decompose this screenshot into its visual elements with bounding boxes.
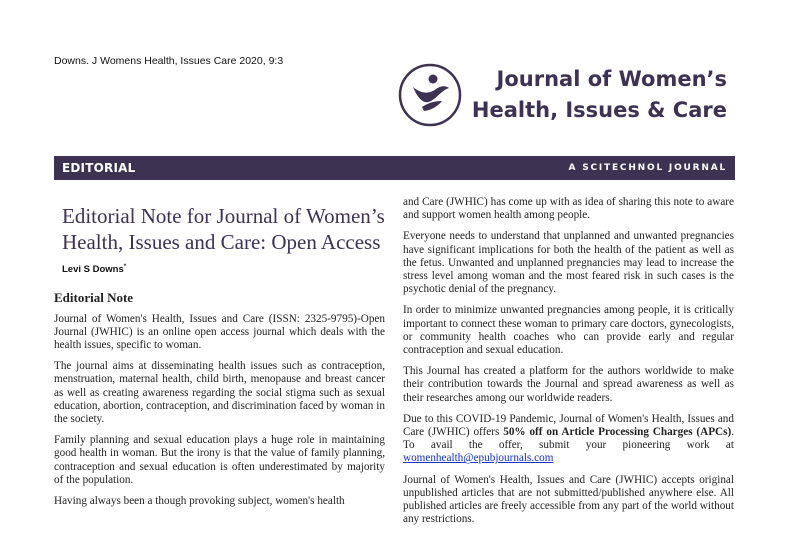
left-column (54, 203, 385, 516)
banner-journal-tag: A SCITECHNOL JOURNAL (568, 163, 727, 173)
paragraph: Having always been a though provoking subject, women's health (54, 495, 345, 507)
offer-text: Due to this COVID-19 Pandemic, Journal of Women's Health, Issues and Care (JWHIC) offers (403, 412, 734, 439)
banner-section-label: EDITORIAL (62, 161, 136, 175)
offer-highlight: 50% off on Article Processing Charges (APCs) (503, 426, 732, 439)
paragraph: Everyone needs to understand that unplanned and unwanted pregnancies have significant implications for both the health of the patient as well as the fetus. Unwanted and unplanned pregnancies may lead to increase the stress level among woman and the most feared risk in such cases is the psychotic denial of the pregnancy. (403, 230, 734, 296)
section-banner (54, 156, 735, 180)
journal-name-line2: Health, Issues & Care (471, 98, 727, 122)
paragraph: This Journal has created a platform for the authors worldwide to make their contribution towards the Journal and spread awareness as well as their researches among our worldwide readers. (403, 365, 734, 404)
journal-name (407, 64, 727, 126)
paragraph: In order to minimize unwanted pregnancies among people, it is critically important to connect these woman to primary care doctors, gynecologists, or community health coaches who can provide early and regular contraception and sexual education. (403, 304, 734, 357)
paragraph-covid-offer (403, 413, 734, 466)
journal-name-line1: Journal of Women’s (496, 67, 727, 91)
paragraph: Family planning and sexual education plays a huge role in maintaining good health in woman. But the irony is that the value of family planning, contraception and sexual education is often underestimated by majority of the population. (54, 434, 385, 486)
citation: Downs. J Womens Health, Issues Care 2020, 9:3 (54, 55, 284, 67)
offer-text: . To avail the offer, submit your pioneering work at (403, 426, 735, 452)
right-column (403, 196, 734, 534)
paragraph: and Care (JWHIC) has come up with as idea of sharing this note to aware and support women health among people. (403, 196, 734, 222)
paragraph: The journal aims at disseminating health issues such as contraception, menstruation, maternal health, child birth, menopause and breast cancer as well as creating awareness regarding the social stigma such as sexual education, abortion, contraception, and discrimination faced by woman in the society. (54, 360, 385, 425)
email-link[interactable]: womenhealth@epubjournals.com (403, 452, 554, 465)
section-heading: Editorial Note (54, 290, 134, 306)
author (62, 261, 385, 276)
author-mark: * (123, 264, 127, 270)
paragraph: Journal of Women's Health, Issues and Care (ISSN: 2325-9795)-Open Journal (JWHIC) is an online open access journal which deals with the health issues, specific to woman. (54, 312, 385, 351)
article-title: Editorial Note for Journal of Women’s Health, Issues and Care: Open Access (62, 204, 385, 254)
author-name: Levi S Downs (62, 264, 124, 276)
paragraph: Journal of Women's Health, Issues and Care (JWHIC) accepts original unpublished articles that are not submitted/published anywhere else. All published articles are freely accessible from any part of the world without any restrictions. (403, 473, 734, 526)
